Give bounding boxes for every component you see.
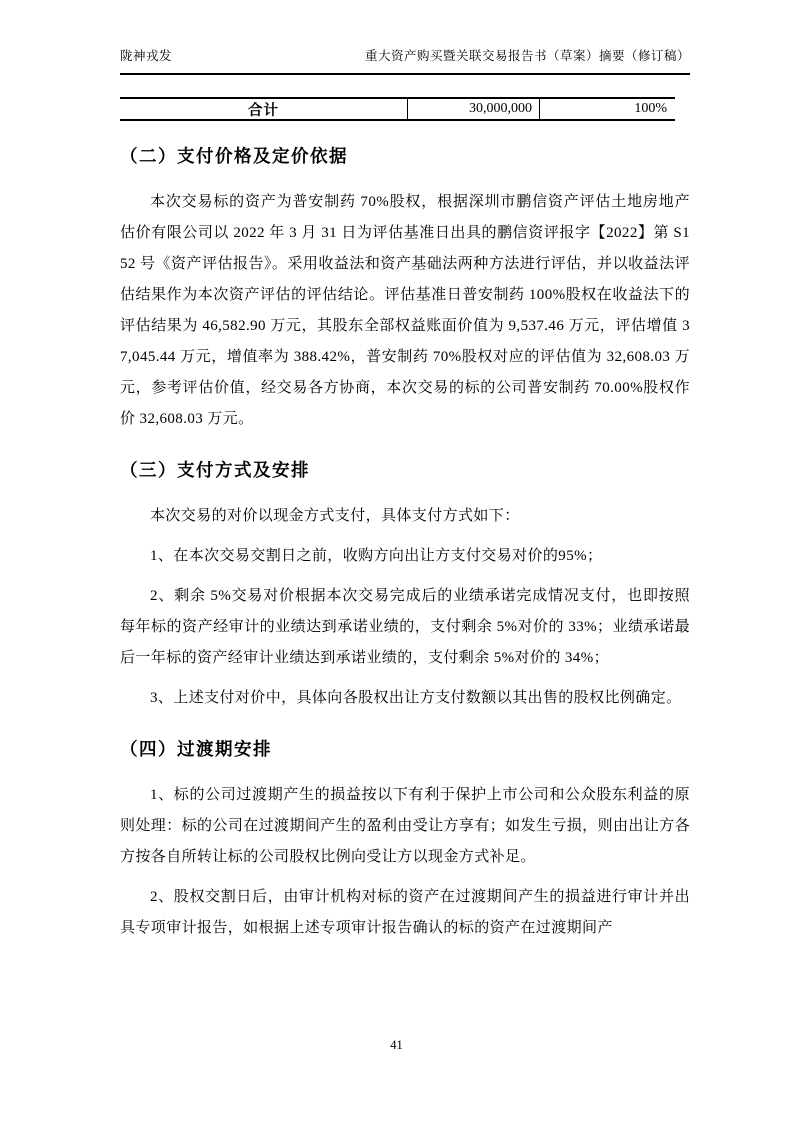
paragraph: 本次交易标的资产为普安制药 70%股权，根据深圳市鹏信资产评估土地房地产估价有限公司以 2022 年 3 月 31 日为评估基准日出具的鹏信资评报字【2022】第 S152 号《资产评估报告》。采用收益法和资产基础法两种方法进行评估，并以收益法评估结果作为本次资产评估的评估结论。评估基准日普安制药 100%股权在收益法下的评估结果为 46,582.90 万元，其股东全部权益账面价值为 9,537.46 万元，评估增值 37,045.44 万元，增值率为 388.42%，普安制药 70%股权对应的评估值为 32,608.03 万元，参考评估价值，经交易各方协商，本次交易的标的公司普安制药 70.00%股权作价 32,608.03 万元。: [120, 194, 690, 427]
paragraph-item-2: 2、股权交割日后，由审计机构对标的资产在过渡期间产生的损益进行审计并出具专项审计报告，如根据上述专项审计报告确认的标的资产在过渡期间产: [120, 889, 690, 936]
header-report-title: 重大资产购买暨关联交易报告书（草案）摘要（修订稿）: [364, 49, 690, 63]
paragraph: 本次交易的对价以现金方式支付，具体支付方式如下：: [150, 508, 520, 524]
section-heading-payment-price: （二）支付价格及定价依据: [120, 146, 348, 166]
total-row-table: [120, 97, 675, 121]
page-number: 41: [390, 1038, 403, 1052]
header-company-short-name: 陇神戎发: [120, 49, 173, 63]
table-cell-total-percent: 100%: [634, 101, 667, 116]
table-cell-total-amount: 30,000,000: [407, 99, 540, 119]
running-header: [120, 48, 690, 75]
table-cell-total-label: 合计: [248, 102, 279, 119]
paragraph-item-1: 1、标的公司过渡期产生的损益按以下有利于保护上市公司和公众股东利益的原则处理：标的公司在过渡期间产生的盈利由受让方享有；如发生亏损，则由出让方各方按各自所转让标的公司股权比例向受让方以现金方式补足。: [120, 787, 690, 865]
section-heading-transition-period: （四）过渡期安排: [120, 739, 272, 759]
paragraph-item-1: 1、在本次交易交割日之前，收购方向出让方支付交易对价的95%；: [150, 548, 603, 564]
section-heading-payment-method: （三）支付方式及安排: [120, 460, 310, 480]
paragraph-item-3: 3、上述支付对价中，具体向各股权出让方支付数额以其出售的股权比例确定。: [150, 690, 682, 706]
paragraph-item-2: 2、剩余 5%交易对价根据本次交易完成后的业绩承诺完成情况支付，也即按照每年标的资产经审计的业绩达到承诺业绩的，支付剩余 5%对价的 33%；业绩承诺最后一年标的资产经审计业绩达到承诺业绩的，支付剩余 5%对价的 34%；: [120, 588, 690, 666]
